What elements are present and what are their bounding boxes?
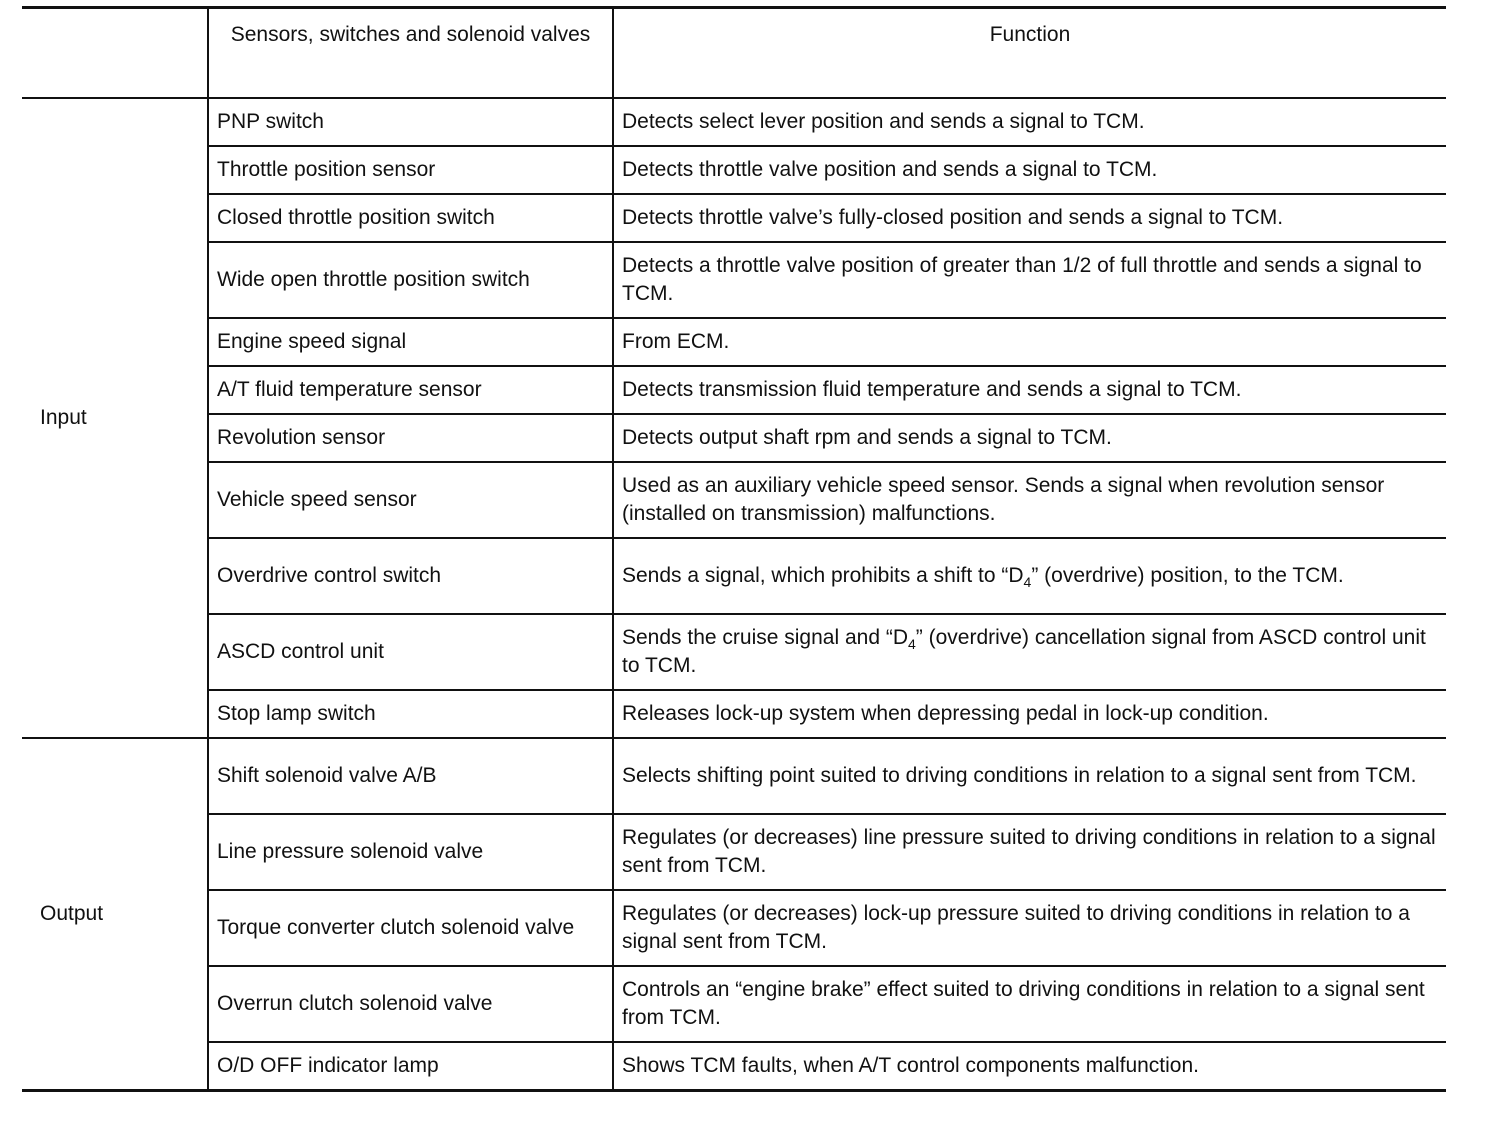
document-page bbox=[22, 6, 1446, 1092]
component-cell: Overrun clutch solenoid valve bbox=[208, 966, 613, 1042]
function-cell: Releases lock-up system when depressing pedal in lock-up condition. bbox=[613, 690, 1446, 738]
function-cell bbox=[613, 614, 1446, 690]
input-group bbox=[22, 98, 1446, 738]
function-cell: Shows TCM faults, when A/T control components malfunction. bbox=[613, 1042, 1446, 1091]
output-group bbox=[22, 738, 1446, 1091]
group-label-input: Input bbox=[22, 98, 208, 738]
table-row bbox=[22, 366, 1446, 414]
component-cell: Torque converter clutch solenoid valve bbox=[208, 890, 613, 966]
component-cell: Stop lamp switch bbox=[208, 690, 613, 738]
header-component: Sensors, switches and solenoid valves bbox=[208, 8, 613, 99]
table-row bbox=[22, 690, 1446, 738]
table-row bbox=[22, 194, 1446, 242]
function-text: ” (overdrive) position, to the TCM. bbox=[1031, 564, 1344, 587]
component-cell: Overdrive control switch bbox=[208, 538, 613, 614]
function-cell: Detects transmission fluid temperature and sends a signal to TCM. bbox=[613, 366, 1446, 414]
table-row bbox=[22, 738, 1446, 814]
table-header bbox=[22, 8, 1446, 99]
function-text: ” (overdrive) cancellation signal from ASCD control unit to TCM. bbox=[622, 626, 1426, 677]
function-cell: Controls an “engine brake” effect suited to driving conditions in relation to a signal sent from TCM. bbox=[613, 966, 1446, 1042]
function-cell: Regulates (or decreases) line pressure suited to driving conditions in relation to a signal sent from TCM. bbox=[613, 814, 1446, 890]
table-row bbox=[22, 966, 1446, 1042]
function-cell: Detects select lever position and sends a signal to TCM. bbox=[613, 98, 1446, 146]
function-cell bbox=[613, 538, 1446, 614]
component-cell: Closed throttle position switch bbox=[208, 194, 613, 242]
table-row bbox=[22, 614, 1446, 690]
component-cell: Line pressure solenoid valve bbox=[208, 814, 613, 890]
component-cell: Engine speed signal bbox=[208, 318, 613, 366]
function-cell: Regulates (or decreases) lock-up pressure suited to driving conditions in relation to a signal sent from TCM. bbox=[613, 890, 1446, 966]
component-cell: Shift solenoid valve A/B bbox=[208, 738, 613, 814]
function-cell: Detects a throttle valve position of greater than 1/2 of full throttle and sends a signal to TCM. bbox=[613, 242, 1446, 318]
header-row bbox=[22, 8, 1446, 99]
components-function-table bbox=[22, 6, 1446, 1092]
component-cell: A/T fluid temperature sensor bbox=[208, 366, 613, 414]
table-row bbox=[22, 1042, 1446, 1091]
function-text: Sends the cruise signal and “D bbox=[622, 626, 908, 649]
component-cell: ASCD control unit bbox=[208, 614, 613, 690]
table-row bbox=[22, 538, 1446, 614]
component-cell: PNP switch bbox=[208, 98, 613, 146]
component-cell: O/D OFF indicator lamp bbox=[208, 1042, 613, 1091]
table-row bbox=[22, 414, 1446, 462]
table-row bbox=[22, 890, 1446, 966]
function-text: Sends a signal, which prohibits a shift to “D bbox=[622, 564, 1024, 587]
component-cell: Wide open throttle position switch bbox=[208, 242, 613, 318]
function-cell: Detects throttle valve position and sends a signal to TCM. bbox=[613, 146, 1446, 194]
component-cell: Throttle position sensor bbox=[208, 146, 613, 194]
table-row bbox=[22, 98, 1446, 146]
function-cell: Detects throttle valve’s fully-closed position and sends a signal to TCM. bbox=[613, 194, 1446, 242]
table-row bbox=[22, 814, 1446, 890]
table-row bbox=[22, 242, 1446, 318]
function-cell: Detects output shaft rpm and sends a signal to TCM. bbox=[613, 414, 1446, 462]
function-cell: Selects shifting point suited to driving conditions in relation to a signal sent from TCM. bbox=[613, 738, 1446, 814]
function-cell: Used as an auxiliary vehicle speed sensor. Sends a signal when revolution sensor (installed on transmission) malfunctions. bbox=[613, 462, 1446, 538]
header-category bbox=[22, 8, 208, 99]
subscript-text: 4 bbox=[1023, 574, 1032, 591]
table-row bbox=[22, 462, 1446, 538]
function-cell: From ECM. bbox=[613, 318, 1446, 366]
group-label-output: Output bbox=[22, 738, 208, 1091]
table-row bbox=[22, 318, 1446, 366]
header-function: Function bbox=[613, 8, 1446, 99]
table-row bbox=[22, 146, 1446, 194]
component-cell: Revolution sensor bbox=[208, 414, 613, 462]
subscript-text: 4 bbox=[908, 636, 916, 653]
component-cell: Vehicle speed sensor bbox=[208, 462, 613, 538]
